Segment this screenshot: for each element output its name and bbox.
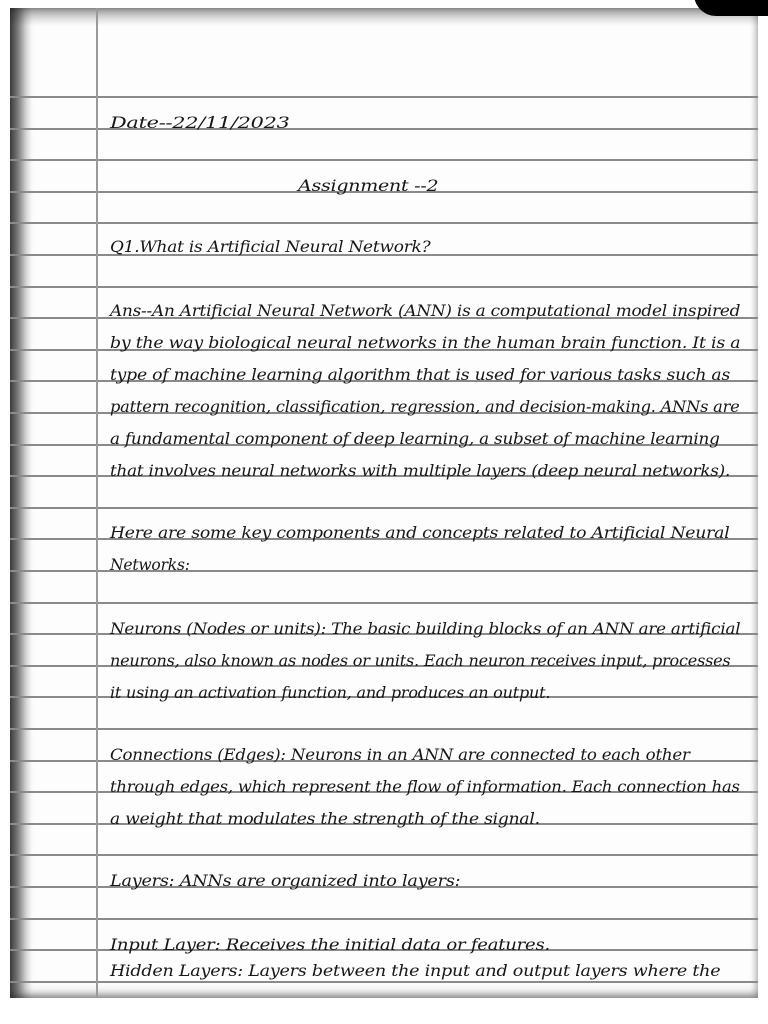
hidden-layers-line: Hidden Layers: Layers between the input and output layers where the: [110, 962, 721, 980]
neurons-line-2: neurons, also known as nodes or units. Each neuron receives input, processes: [110, 652, 731, 670]
ruled-line: [10, 96, 758, 98]
date-line: Date--22/11/2023: [110, 114, 290, 132]
answer-line-6: that involves neural networks with multiple layers (deep neural networks).: [110, 462, 731, 480]
neurons-line-1: Neurons (Nodes or units): The basic building blocks of an ANN are artificial: [110, 620, 741, 638]
answer-line-4: pattern recognition, classification, regression, and decision-making. ANNs are: [110, 398, 740, 416]
answer-line-1: Ans--An Artificial Neural Network (ANN) is a computational model inspired: [110, 302, 741, 320]
ruled-line: [10, 981, 758, 983]
ruled-line: [10, 728, 758, 730]
assignment-title: Assignment --2: [298, 176, 439, 195]
ruled-notebook-paper: [10, 8, 758, 998]
answer-line-2: by the way biological neural networks in the human brain function. It is a: [110, 334, 741, 352]
answer-line-3: type of machine learning algorithm that is used for various tasks such as: [110, 366, 731, 384]
ruled-line: [10, 159, 758, 161]
ruled-line: [10, 918, 758, 920]
ruled-line: [10, 286, 758, 288]
layers-line: Layers: ANNs are organized into layers:: [110, 872, 461, 890]
paper-top-shadow: [10, 8, 758, 26]
key-components-line-1: Here are some key components and concepts related to Artificial Neural: [110, 524, 730, 542]
ruled-line: [10, 222, 758, 224]
connections-line-3: a weight that modulates the strength of the signal.: [110, 810, 540, 828]
connections-line-1: Connections (Edges): Neurons in an ANN are connected to each other: [110, 746, 690, 764]
neurons-line-3: it using an activation function, and produces an output.: [110, 684, 551, 702]
photo-corner-shadow: [694, 0, 768, 16]
key-components-line-2: Networks:: [110, 556, 190, 574]
input-layer-line: Input Layer: Receives the initial data or features.: [110, 936, 551, 954]
ruled-line: [10, 602, 758, 604]
answer-line-5: a fundamental component of deep learning, a subset of machine learning: [110, 430, 720, 448]
question-line: Q1.What is Artificial Neural Network?: [110, 238, 431, 256]
connections-line-2: through edges, which represent the flow of information. Each connection has: [110, 778, 740, 796]
margin-line: [96, 8, 98, 998]
paper-binding-shadow: [10, 8, 32, 998]
ruled-line: [10, 854, 758, 856]
ruled-line: [10, 507, 758, 509]
